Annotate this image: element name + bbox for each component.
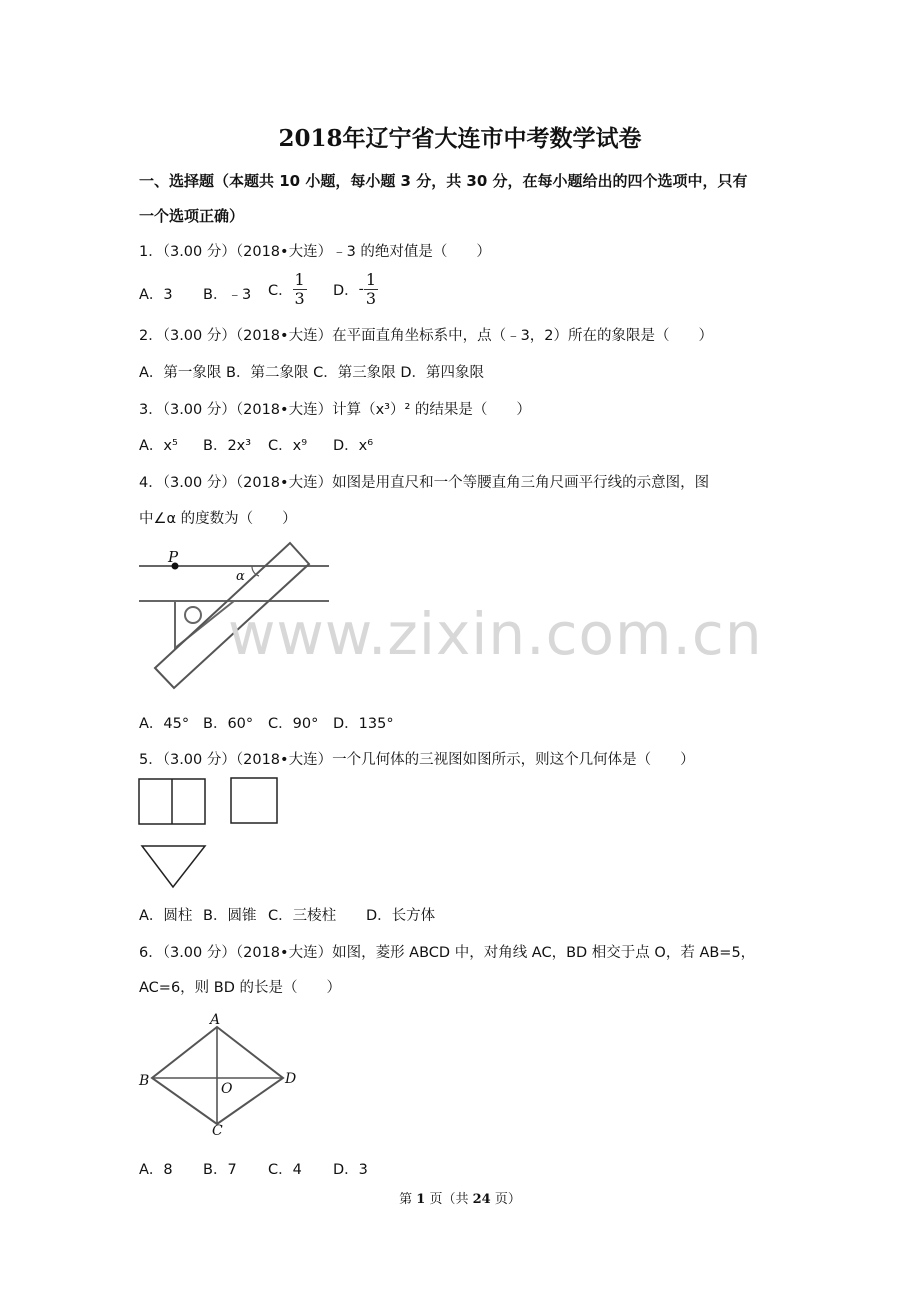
label-b: B bbox=[139, 1073, 150, 1089]
question-1-option-d-sign: - bbox=[358, 281, 364, 298]
question-5-option-b: B．圆锥 bbox=[203, 908, 257, 924]
section-heading-line2: 一个选项正确） bbox=[139, 207, 245, 225]
fraction-denominator: 3 bbox=[294, 289, 305, 308]
page-title: 2018年辽宁省大连市中考数学试卷 bbox=[278, 125, 642, 152]
footer-page-number: 1 bbox=[416, 1192, 426, 1207]
question-4-option-b: B．60° bbox=[203, 716, 254, 732]
question-5-option-d: D．长方体 bbox=[366, 908, 436, 924]
question-1-option-b: B．﹣3 bbox=[203, 287, 252, 303]
question-6-stem-line2: AC=6，则 BD 的长是（ ） bbox=[139, 980, 341, 996]
label-alpha: α bbox=[236, 569, 245, 584]
question-3-stem: 3．（3.00 分）（2018•大连）计算（x³）² 的结果是（ ） bbox=[139, 402, 531, 418]
question-1-option-a: A．3 bbox=[139, 287, 173, 303]
fraction-denominator: 3 bbox=[365, 289, 376, 308]
footer-total-pages: 24 bbox=[472, 1192, 491, 1207]
footer-mid: 页（共 bbox=[425, 1192, 473, 1207]
question-4-option-d: D．135° bbox=[333, 716, 394, 732]
question-4-stem-line1: 4．（3.00 分）（2018•大连）如图是用直尺和一个等腰直角三角尺画平行线的示意图，图 bbox=[139, 475, 710, 491]
question-5-option-c: C．三棱柱 bbox=[268, 908, 337, 924]
question-4-option-c: C．90° bbox=[268, 716, 319, 732]
question-5-stem: 5．（3.00 分）（2018•大连）一个几何体的三视图如图所示，则这个几何体是（ ） bbox=[139, 752, 695, 768]
footer-prefix: 第 bbox=[399, 1192, 417, 1207]
question-4-option-a: A．45° bbox=[139, 716, 190, 732]
question-6-option-a: A．8 bbox=[139, 1162, 173, 1178]
question-4-stem-line2: 中∠α 的度数为（ ） bbox=[139, 511, 297, 527]
label-d: D bbox=[285, 1071, 297, 1087]
question-3-option-c: C．x⁹ bbox=[268, 438, 308, 454]
question-3-option-d: D．x⁶ bbox=[333, 438, 374, 454]
fraction-numerator: 1 bbox=[365, 270, 376, 289]
page-footer bbox=[0, 1188, 920, 1207]
label-p: P bbox=[168, 548, 179, 566]
label-o: O bbox=[221, 1081, 233, 1097]
footer-suffix: 页） bbox=[490, 1192, 521, 1207]
question-2-stem: 2．（3.00 分）（2018•大连）在平面直角坐标系中，点（﹣3，2）所在的象限是（ ） bbox=[139, 328, 714, 344]
question-1-stem: 1．（3.00 分）（2018•大连）﹣3 的绝对值是（ ） bbox=[139, 244, 491, 260]
label-c: C bbox=[212, 1123, 223, 1139]
question-1-option-d-prefix: D． bbox=[333, 283, 359, 299]
question-2-options: A．第一象限 B．第二象限 C．第三象限 D．第四象限 bbox=[139, 365, 484, 381]
question-6-option-d: D．3 bbox=[333, 1162, 368, 1178]
question-1-option-c-prefix: C． bbox=[268, 283, 293, 299]
question-3-option-b: B．2x³ bbox=[203, 438, 252, 454]
question-6-stem-line1: 6．（3.00 分）（2018•大连）如图，菱形 ABCD 中，对角线 AC，BD 相交于点 O，若 AB=5， bbox=[139, 945, 756, 961]
question-5-option-a: A．圆柱 bbox=[139, 908, 193, 924]
section-heading-line1: 一、选择题（本题共 10 小题，每小题 3 分，共 30 分，在每小题给出的四个选项中，只有 bbox=[139, 172, 748, 190]
fraction-numerator: 1 bbox=[294, 270, 305, 289]
watermark: www.zixin.com.cn bbox=[228, 600, 763, 668]
label-a: A bbox=[210, 1012, 221, 1028]
question-3-option-a: A．x⁵ bbox=[139, 438, 178, 454]
question-6-option-b: B．7 bbox=[203, 1162, 237, 1178]
question-6-option-c: C．4 bbox=[268, 1162, 302, 1178]
